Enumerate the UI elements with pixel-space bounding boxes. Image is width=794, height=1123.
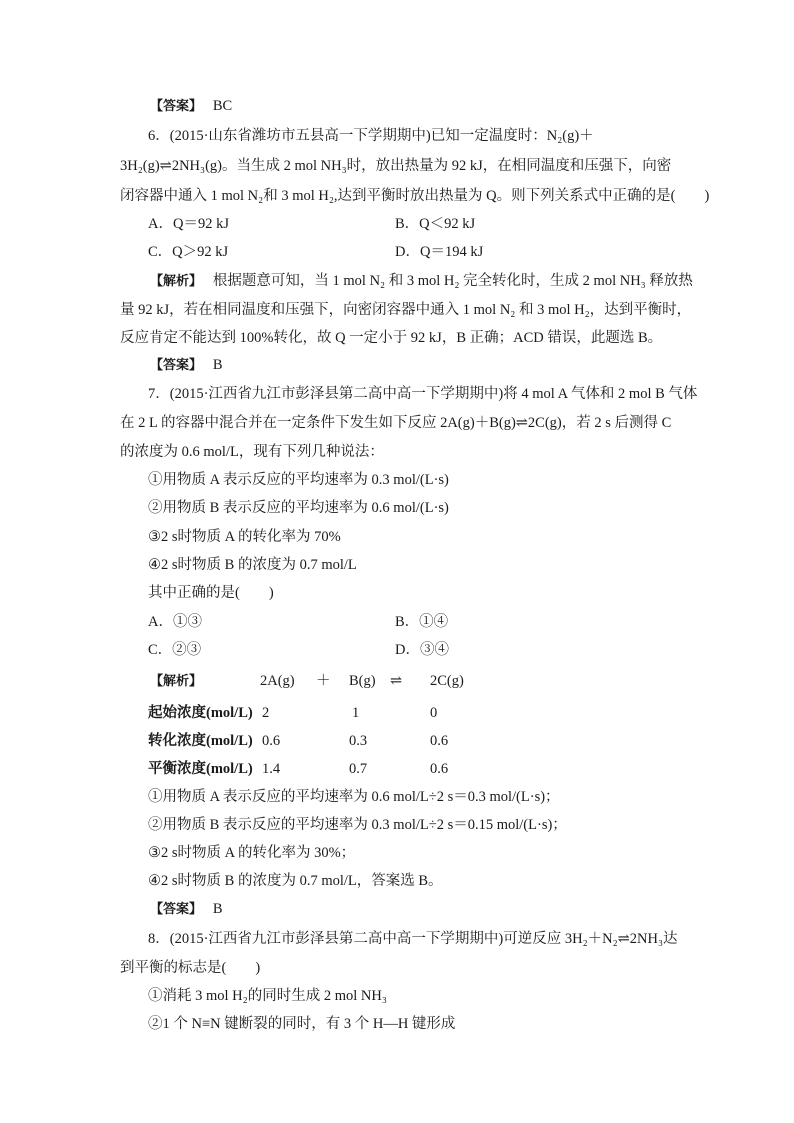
q7-conclusion-2: ②用物质 B 表示反应的平均速率为 0.3 mol/L÷2 s＝0.15 mol/(L·s)； [148,817,567,833]
answer-tag: 【答案】 [150,358,203,373]
q7-stem-line-2: 在 2 L 的容器中混合并在一定条件下发生如下反应 2A(g)＋B(g)⇌2C(g)，若 2 s 后测得 C [120,415,672,431]
q7-question: 其中正确的是( ) [148,585,274,601]
q7-conclusion-3: ③2 s时物质 A 的转化率为 30%； [148,845,356,861]
analysis-tag: 【解析】 [150,274,203,289]
table-cell: 0.6 [430,733,449,749]
q7-answer-line [150,899,223,920]
q7-option-a: A．①③ [148,614,202,630]
analysis-tag: 【解析】 [150,674,203,689]
q6-analysis-line-3: 反应肯定不能达到 100%转化，故 Q 一定小于 92 kJ，B 正确；ACD 错误，此题选 B。 [120,330,663,346]
answer-value: B [212,901,223,917]
table-cell: 0.7 [349,761,368,777]
q6-option-d: D．Q＝194 kJ [395,244,484,260]
table-header-2c: 2C(g) [430,673,464,689]
q7-statement-4: ④2 s时物质 B 的浓度为 0.7 mol/L [148,557,357,573]
table-cell: 1.4 [262,761,281,777]
q7-stem-line-1: 7．(2015·江西省九江市彭泽县第二高中高一下学期期中)将 4 mol A 气体和 2 mol B 气体 [148,386,698,402]
answer-tag: 【答案】 [150,99,203,114]
q5-answer-line [150,96,232,117]
q8-stem-line-1: 8．(2015·江西省九江市彭泽县第二高中高一下学期期中)可逆反应 3H₂＋N₂⇌2NH₃达 [148,931,678,947]
table-cell: 0.3 [349,733,368,749]
table-cell: 1 [352,705,360,721]
q7-statement-2: ②用物质 B 表示反应的平均速率为 0.6 mol/(L·s) [148,500,449,516]
table-header-2a: 2A(g) [260,673,295,689]
q6-answer-line [150,355,223,376]
table-header-plus: ＋ [316,673,331,689]
q7-option-d: D．③④ [395,642,449,658]
q8-statement-1: ①消耗 3 mol H₂的同时生成 2 mol NH₃ [148,988,387,1004]
table-row-label: 平衡浓度(mol/L) [148,761,253,777]
table-row-label: 起始浓度(mol/L) [148,705,253,721]
answer-value: B [212,357,223,373]
q7-stem-line-3: 的浓度为 0.6 mol/L，现有下列几种说法： [120,444,384,460]
table-row-label: 转化浓度(mol/L) [148,733,253,749]
q7-analysis-tag [150,671,202,692]
q6-option-a: A．Q＝92 kJ [148,216,229,232]
table-cell: 0.6 [262,733,281,749]
q6-stem-line-3: 闭容器中通入 1 mol N₂和 3 mol H₂,达到平衡时放出热量为 Q。则下列关系式中正确的是( ) [120,188,710,204]
q6-analysis-line-2: 量 92 kJ，若在相同温度和压强下，向密闭容器中通入 1 mol N₂ 和 3 mol H₂，达到平衡时， [120,302,692,318]
q7-conclusion-4: ④2 s时物质 B 的浓度为 0.7 mol/L，答案选 B。 [148,873,443,889]
table-cell: 0.6 [430,761,449,777]
analysis-text: 根据题意可知，当 1 mol N₂ 和 3 mol H₂ 完全转化时，生成 2 mol NH₃ 释放热 [212,273,693,289]
table-cell: 0 [430,705,438,721]
q6-stem-line-2: 3H₂(g)⇌2NH₃(g)。当生成 2 mol NH₃时，放出热量为 92 kJ，在相同温度和压强下，向密 [120,158,672,174]
q8-statement-2: ②1 个 N≡N 键断裂的同时，有 3 个 H—H 键形成 [148,1016,456,1032]
q7-option-c: C．②③ [148,642,202,658]
q7-statement-3: ③2 s时物质 A 的转化率为 70% [148,529,341,545]
answer-tag: 【答案】 [150,902,203,917]
q7-option-b: B．①④ [395,614,449,630]
q6-option-b: B．Q＜92 kJ [395,216,476,232]
answer-value: BC [212,98,233,114]
q6-option-c: C．Q＞92 kJ [148,244,229,260]
table-header-b: B(g) [349,673,376,689]
q7-statement-1: ①用物质 A 表示反应的平均速率为 0.3 mol/(L·s) [148,472,449,488]
table-cell: 2 [262,705,270,721]
q6-analysis-line-1 [150,271,693,292]
q6-stem-line-1: 6．(2015·山东省潍坊市五县高一下学期期中)已知一定温度时：N₂(g)＋ [148,128,594,144]
table-header-arrow: ⇌ [390,673,403,689]
q7-conclusion-1: ①用物质 A 表示反应的平均速率为 0.6 mol/L÷2 s＝0.3 mol/(L·s)； [148,789,560,805]
q8-stem-line-2: 到平衡的标志是( ) [120,960,261,976]
